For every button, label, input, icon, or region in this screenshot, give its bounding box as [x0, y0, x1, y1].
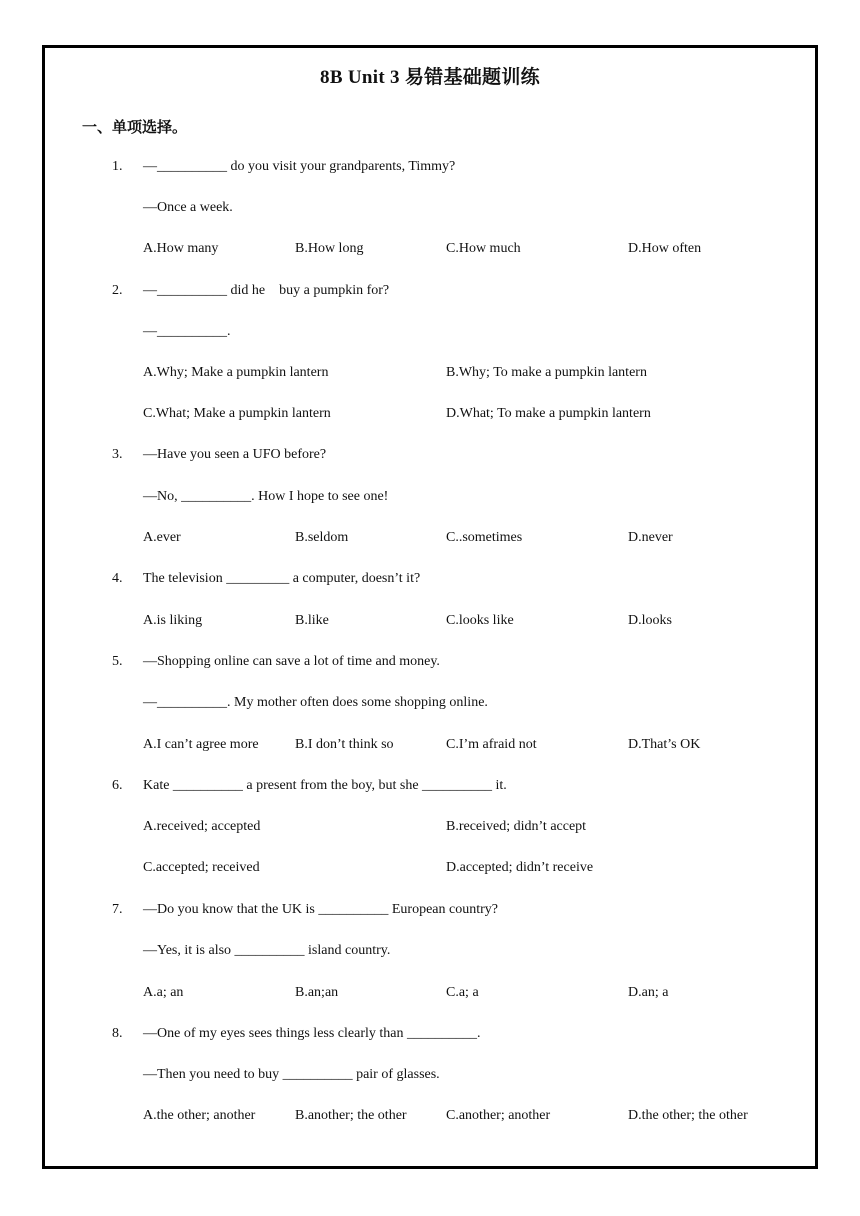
question-line: —Yes, it is also __________ island country.	[143, 943, 391, 958]
option-b: B.I don’t think so	[295, 737, 394, 752]
option-c: C.accepted; received	[143, 860, 260, 875]
option-c: C..sometimes	[446, 530, 523, 545]
question-line: —__________. My mother often does some shopping online.	[143, 695, 488, 710]
question-stem: —Have you seen a UFO before?	[143, 447, 327, 462]
option-a: A.ever	[143, 530, 181, 545]
question-number: 7.	[112, 902, 123, 917]
question-number: 6.	[112, 778, 123, 793]
option-d: D.accepted; didn’t receive	[446, 860, 594, 875]
option-a: A.a; an	[143, 985, 184, 1000]
question-number: 5.	[112, 654, 123, 669]
question-stem: —__________ do you visit your grandparents, Timmy?	[143, 159, 456, 174]
option-d: D.the other; the other	[628, 1108, 748, 1123]
question-line: —No, __________. How I hope to see one!	[143, 489, 389, 504]
option-d: D.never	[628, 530, 673, 545]
option-b: B.like	[295, 613, 329, 628]
option-b: B.Why; To make a pumpkin lantern	[446, 365, 647, 380]
question-number: 3.	[112, 447, 123, 462]
option-b: B.seldom	[295, 530, 349, 545]
option-a: A.How many	[143, 241, 219, 256]
option-d: D.That’s OK	[628, 737, 701, 752]
question-stem: —Do you know that the UK is __________ European country?	[143, 902, 498, 917]
option-a: A.I can’t agree more	[143, 737, 259, 752]
option-d: D.What; To make a pumpkin lantern	[446, 406, 651, 421]
option-c: C.a; a	[446, 985, 479, 1000]
question-stem: The television _________ a computer, doesn’t it?	[143, 571, 421, 586]
option-d: D.an; a	[628, 985, 669, 1000]
question-stem: Kate __________ a present from the boy, but she __________ it.	[143, 778, 507, 793]
option-b: B.another; the other	[295, 1108, 407, 1123]
question-stem: —Shopping online can save a lot of time and money.	[143, 654, 440, 669]
option-a: A.Why; Make a pumpkin lantern	[143, 365, 329, 380]
option-c: C.looks like	[446, 613, 514, 628]
question-line: —__________.	[143, 324, 231, 339]
option-a: A.the other; another	[143, 1108, 256, 1123]
option-c: C.What; Make a pumpkin lantern	[143, 406, 331, 421]
option-b: B.received; didn’t accept	[446, 819, 587, 834]
option-b: B.an;an	[295, 985, 339, 1000]
option-c: C.another; another	[446, 1108, 551, 1123]
option-a: A.received; accepted	[143, 819, 261, 834]
option-c: C.I’m afraid not	[446, 737, 537, 752]
option-d: D.How often	[628, 241, 702, 256]
page-title: 8B Unit 3 易错基础题训练	[320, 67, 540, 88]
question-stem: —__________ did he buy a pumpkin for?	[143, 283, 390, 298]
question-number: 4.	[112, 571, 123, 586]
question-number: 8.	[112, 1026, 123, 1041]
question-stem: —One of my eyes sees things less clearly than __________.	[143, 1026, 481, 1041]
option-d: D.looks	[628, 613, 672, 628]
option-b: B.How long	[295, 241, 364, 256]
question-line: —Once a week.	[143, 200, 233, 215]
question-line: —Then you need to buy __________ pair of glasses.	[143, 1067, 440, 1082]
section-heading: 一、单项选择。	[82, 120, 188, 136]
question-number: 1.	[112, 159, 123, 174]
option-c: C.How much	[446, 241, 521, 256]
question-number: 2.	[112, 283, 123, 298]
option-a: A.is liking	[143, 613, 203, 628]
